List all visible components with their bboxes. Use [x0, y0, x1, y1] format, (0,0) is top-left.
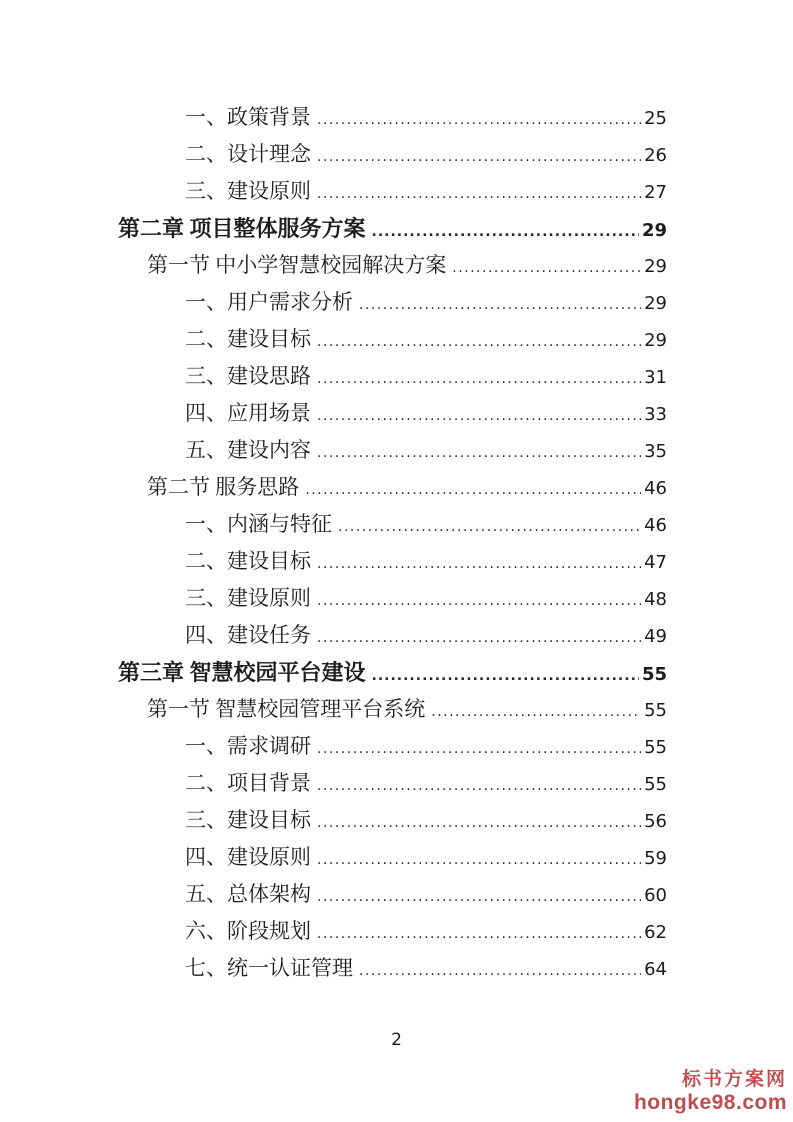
- toc-entry-label: 三、建设原则: [185, 586, 311, 610]
- toc-entry-page: 29: [641, 220, 667, 241]
- toc-leader-dots: [317, 334, 641, 350]
- toc-entry-label: 一、用户需求分析: [185, 290, 353, 314]
- toc-entry[interactable]: [118, 397, 667, 434]
- toc-entry-page: 29: [644, 293, 667, 314]
- toc-leader-dots: [317, 112, 641, 128]
- toc-leader-dots: [317, 593, 641, 609]
- toc-entry-label: 二、建设目标: [185, 327, 311, 351]
- toc-entry-page: 29: [644, 330, 667, 351]
- toc-entry-page: 48: [644, 589, 667, 610]
- toc-entry-label: 四、建设任务: [185, 623, 311, 647]
- toc-entry[interactable]: [118, 434, 667, 471]
- toc-leader-dots: [317, 186, 641, 202]
- toc-entry-page: 25: [644, 108, 667, 129]
- toc-leader-dots: [431, 704, 641, 720]
- toc-entry-page: 33: [644, 404, 667, 425]
- toc-entry[interactable]: [118, 656, 667, 693]
- toc-entry-page: 62: [644, 922, 667, 943]
- toc-entry-label: 五、总体架构: [185, 882, 311, 906]
- toc-entry[interactable]: [118, 545, 667, 582]
- toc-entry-label: 三、建设思路: [185, 364, 311, 388]
- toc-entry-page: 59: [644, 848, 667, 869]
- toc-entry-label: 一、内涵与特征: [185, 512, 332, 536]
- watermark: [634, 1070, 787, 1114]
- toc-entry-page: 47: [644, 552, 667, 573]
- toc-leader-dots: [317, 889, 641, 905]
- toc-entry-label: 三、建设原则: [185, 179, 311, 203]
- toc-entry[interactable]: [118, 878, 667, 915]
- toc-entry-label: 第二节 服务思路: [147, 475, 300, 499]
- toc-entry[interactable]: [118, 323, 667, 360]
- toc-entry[interactable]: [118, 471, 667, 508]
- toc-entry[interactable]: [118, 249, 667, 286]
- toc-entry-page: 26: [644, 145, 667, 166]
- toc-entry[interactable]: [118, 619, 667, 656]
- toc-entry-page: 29: [644, 256, 667, 277]
- toc-entry-page: 35: [644, 441, 667, 462]
- toc-leader-dots: [317, 371, 641, 387]
- toc-entry[interactable]: [118, 138, 667, 175]
- toc-leader-dots: [317, 445, 641, 461]
- toc-leader-dots: [359, 963, 641, 979]
- toc-leader-dots: [452, 260, 641, 276]
- toc-leader-dots: [317, 778, 641, 794]
- toc-entry[interactable]: [118, 360, 667, 397]
- toc-entry-label: 第三章 智慧校园平台建设: [118, 660, 366, 685]
- toc-entry-label: 一、需求调研: [185, 734, 311, 758]
- toc-entry-label: 二、建设目标: [185, 549, 311, 573]
- toc-entry-label: 三、建设目标: [185, 808, 311, 832]
- toc-entry-label: 一、政策背景: [185, 105, 311, 129]
- toc-entry[interactable]: [118, 841, 667, 878]
- toc-entry-label: 二、项目背景: [185, 771, 311, 795]
- toc-entry-page: 55: [644, 737, 667, 758]
- toc-entry[interactable]: [118, 508, 667, 545]
- toc-entry-label: 六、阶段规划: [185, 919, 311, 943]
- toc-entry[interactable]: [118, 175, 667, 212]
- toc-leader-dots: [317, 556, 641, 572]
- toc-entry-label: 第二章 项目整体服务方案: [118, 216, 366, 241]
- toc-entry-page: 49: [644, 626, 667, 647]
- toc-entry-page: 55: [644, 700, 667, 721]
- toc-entry[interactable]: [118, 582, 667, 619]
- toc-entry[interactable]: [118, 286, 667, 323]
- toc-entry[interactable]: [118, 101, 667, 138]
- toc-leader-dots: [317, 149, 641, 165]
- toc-entry[interactable]: [118, 212, 667, 249]
- toc-leader-dots: [317, 852, 641, 868]
- toc-list: [118, 101, 667, 989]
- footer-page-number: 2: [391, 1030, 402, 1050]
- toc-entry-label: 四、应用场景: [185, 401, 311, 425]
- toc-entry-page: 46: [644, 478, 667, 499]
- toc-entry[interactable]: [118, 767, 667, 804]
- toc-leader-dots: [359, 297, 641, 313]
- toc-leader-dots: [305, 482, 641, 498]
- toc-entry-page: 46: [644, 515, 667, 536]
- toc-entry-label: 第一节 中小学智慧校园解决方案: [147, 253, 447, 277]
- toc-entry-label: 二、设计理念: [185, 142, 311, 166]
- toc-leader-dots: [317, 815, 641, 831]
- toc-leader-dots: [372, 668, 639, 684]
- toc-entry-page: 27: [644, 182, 667, 203]
- toc-entry-page: 55: [641, 664, 667, 685]
- toc-entry-label: 五、建设内容: [185, 438, 311, 462]
- toc-entry-label: 第一节 智慧校园管理平台系统: [147, 697, 426, 721]
- toc-leader-dots: [338, 519, 641, 535]
- toc-leader-dots: [317, 926, 641, 942]
- toc-leader-dots: [317, 741, 641, 757]
- toc-entry[interactable]: [118, 730, 667, 767]
- toc-entry-page: 56: [644, 811, 667, 832]
- toc-entry[interactable]: [118, 915, 667, 952]
- toc-entry-page: 31: [644, 367, 667, 388]
- toc-entry-label: 七、统一认证管理: [185, 956, 353, 980]
- watermark-site-name: 标书方案网: [681, 1069, 787, 1091]
- toc-entry-page: 60: [644, 885, 667, 906]
- watermark-site-url: hongke98.com: [633, 1090, 787, 1114]
- toc-leader-dots: [372, 224, 639, 240]
- toc-entry-page: 55: [644, 774, 667, 795]
- toc-entry[interactable]: [118, 693, 667, 730]
- toc-entry-label: 四、建设原则: [185, 845, 311, 869]
- toc-entry-page: 64: [644, 959, 667, 980]
- toc-leader-dots: [317, 408, 641, 424]
- toc-leader-dots: [317, 630, 641, 646]
- toc-entry[interactable]: [118, 952, 667, 989]
- toc-entry[interactable]: [118, 804, 667, 841]
